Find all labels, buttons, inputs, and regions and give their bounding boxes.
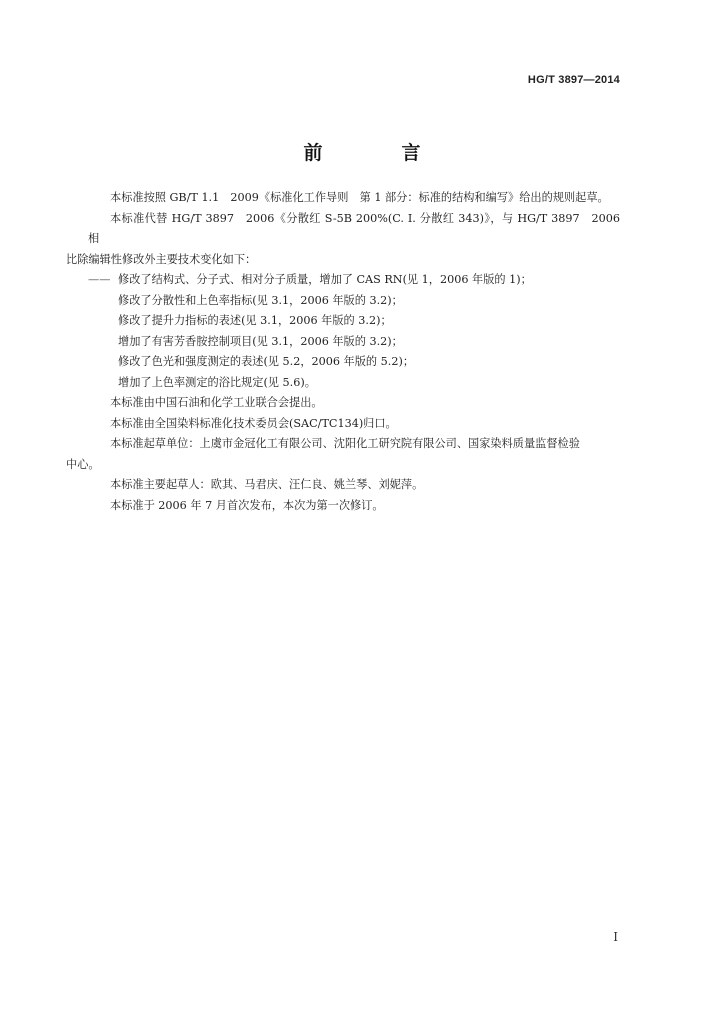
paragraph-replacement-continued: 比除编辑性修改外主要技术变化如下： (66, 252, 257, 266)
list-item (88, 332, 620, 353)
list-item (88, 373, 620, 394)
list-item-text: 增加了上色率测定的浴比规定(见 5.6)。 (118, 375, 316, 389)
list-item (88, 291, 620, 312)
foreword-body (66, 188, 620, 516)
paragraph-replacement: 本标准代替 HG/T 3897 2006《分散红 S-5B 200%(C. I. 分散红 343)》，与 HG/T 3897 2006 相 (88, 211, 620, 245)
paragraph-committee: 本标准由全国染料标准化技术委员会(SAC/TC134)归口。 (110, 416, 397, 430)
changes-list (88, 270, 620, 393)
standard-code: HG/T 3897—2014 (527, 74, 620, 86)
paragraph-drafting-units: 本标准起草单位：上虞市金冠化工有限公司、沈阳化工研究院有限公司、国家染料质量监督检验 (110, 437, 580, 450)
list-item-text: 修改了分散性和上色率指标(见 3.1，2006 年版的 3.2)； (118, 293, 403, 307)
paragraph-drafters: 本标准主要起草人：欧其、马君庆、汪仁良、姚兰琴、刘妮萍。 (110, 478, 424, 491)
paragraph-drafting-units-continued: 中心。 (66, 457, 100, 471)
list-item-text: 修改了提升力指标的表述(见 3.1，2006 年版的 3.2)； (118, 314, 392, 327)
list-item-text: 修改了色光和强度测定的表述(见 5.2，2006 年版的 5.2)； (118, 355, 415, 368)
paragraph-drafting-rules: 本标准按照 GB/T 1.1 2009《标准化工作导则 第 1 部分：标准的结构和编写》给出的规则起草。 (110, 191, 609, 204)
page-title: 前 言 (303, 142, 451, 164)
list-item-text: 增加了有害芳香胺控制项目(见 3.1，2006 年版的 3.2)； (118, 334, 403, 348)
list-item (88, 270, 620, 291)
paragraph-publication: 本标准于 2006 年 7 月首次发布，本次为第一次修订。 (110, 498, 384, 512)
list-item (88, 352, 620, 373)
list-item-text: 修改了结构式、分子式、相对分子质量，增加了 CAS RN(见 1，2006 年版的 1)； (118, 273, 532, 286)
page-number: I (613, 930, 618, 944)
list-item (88, 311, 620, 332)
paragraph-proposer: 本标准由中国石油和化学工业联合会提出。 (110, 396, 323, 409)
list-dash: —— (88, 273, 111, 286)
